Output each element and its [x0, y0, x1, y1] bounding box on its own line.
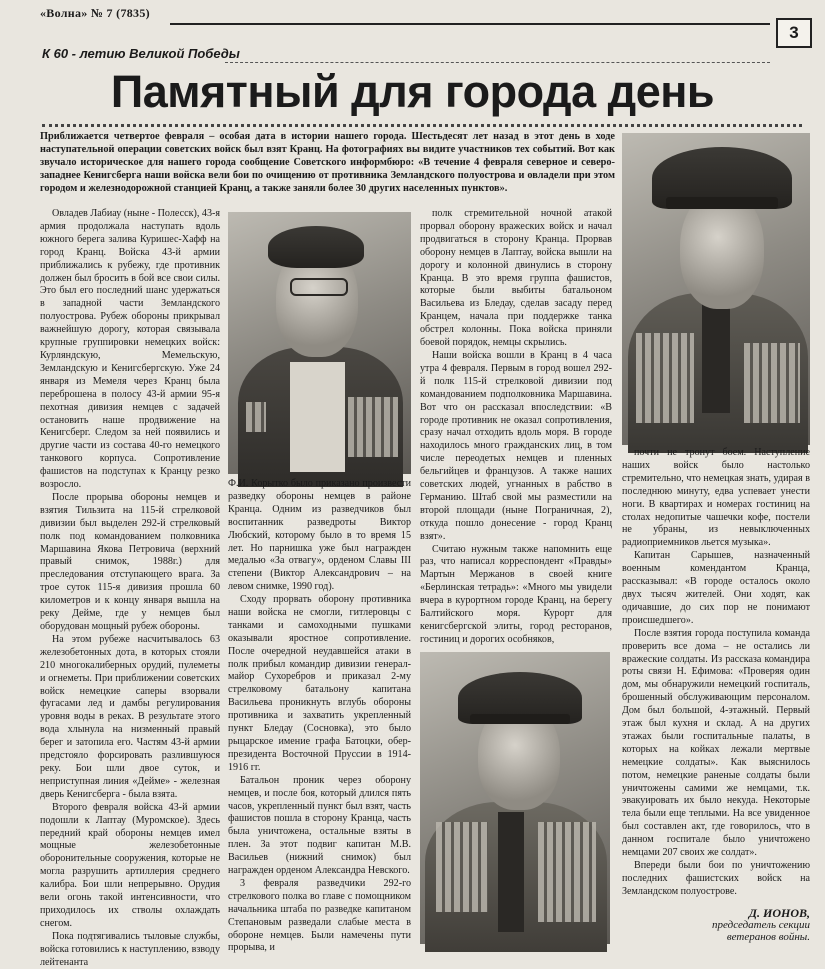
- paragraph: полк стремительной ночной атакой прорвал оборону вражеских войск и начал продвигаться в сторону Кранца. Прорвав оборону немцев в Лаптау, войска вышли на дорогу и колонной двинулись в сторону Кранца. В это время группа фашистов, которые были выбиты батальоном Васильева из Бледау, сделав засаду перед Кранцем, начала при поддержке танка обстрел колонны. Пока войска приняли боевой порядок, немцы скрылись.: [420, 208, 612, 349]
- paragraph: Считаю нужным также напомнить еще раз, что написал корреспондент «Правды» Мартын Мержанов в своей книге «Берлинская тетрадь»: «Много мы увидели вчера в курортном городе Кранц, на берегу Балтийского моря. Курорт для кенигсбергской элиты, город ресторанов, гостиниц и дорогих особняков,: [420, 543, 612, 645]
- author-title: председатель секции ветеранов войны.: [712, 919, 810, 943]
- newspaper-masthead: «Волна» № 7 (7835): [40, 6, 150, 20]
- paragraph: Наши войска вошли в Кранц в 4 часа утра 4 февраля. Первым в город вошел 292-й полк 115-й стрелковой дивизии под командованием подполковника Маршавина. Вот что он рассказал впоследствии: «В городе противник не оказал сопротивления, сразу начал отходить вдоль моря. В городе находилось много гражданских лиц, в том числе переодетых немцев и пленных бельгийцев и французов. А также наших советских людей, угнанных в рабство в Германию. Штаб свой мы разместили на второй площади (ныне Пограничная, 2), откуда пошло донесение - город Кранц взят».: [420, 349, 612, 542]
- paragraph: Батальон проник через оборону немцев, и после боя, который длился пять часов, укрепленный пункт был взят, часть фашистов пошла в сторону Кранца, часть была уничтожена, остальные взяты в плен. За этот подвиг капитан М.В. Васильев (нижний снимок) был награжден орденом Александра Невского.: [228, 774, 411, 877]
- article-lead: Приближается четвертое февраля – особая дата в истории нашего города. Шестьдесят лет назад в этот день в ходе наступательной операции советских войск был взят Кранц. На фотографиях вы видите участников тех событий. Вот как звучало историческое для нашего города сообщение Советского информбюро: «В течение 4 февраля северное и северо-западнее Кенигсберга наши войска вели бои по очищению от противника Земландского полуострова и овладели при этом городом и железнодорожной станцией Кранц, а также заняли более 30 других населенных пунктов».: [40, 131, 615, 194]
- text-column-2: [228, 594, 411, 954]
- paragraph: Впереди были бои по уничтожению последних фашистских войск на Земландском полуострове.: [622, 860, 810, 897]
- text-column-3: [420, 208, 612, 648]
- header-rule: [170, 23, 770, 25]
- paragraph: На этом рубеже насчитывалось 63 железобетонных дота, в которых стояли 210 многокалиберных орудий, пулеметы и огнеметы. При приближении советских войск немецкие саперы взорвали фугасами лед и дамбы регулирования уровня воды в реках. В результате этого вода хлынула на низменный правый берег и затопила его. Частям 43-й армии предстояло форсировать разлившуюся реку. Бои шли двое суток, и неприступная линия «Дейме» - железная дверь Кенигсберга - была взята.: [40, 633, 220, 800]
- text-column-1: [40, 208, 220, 968]
- veteran-photo-marshavin: [622, 133, 810, 445]
- section-rubric: К 60 - летию Великой Победы: [42, 46, 240, 61]
- text-column-4: [622, 447, 810, 905]
- author-name: Д. ИОНОВ,: [748, 906, 810, 920]
- article-title: Памятный для города день: [110, 66, 715, 117]
- paragraph: 3 февраля разведчики 292-го стрелкового полка во главе с помощником начальника штаба по разведке капитаном Степановым разведали слабые места в обороне немцев. Были намечены пути прорыва, и: [228, 877, 411, 954]
- paragraph: После прорыва обороны немцев и взятия Тильзита на 115-й стрелковой дивизии был выделен 292-й стрелковый полк под командованием полковника Маршавина Якова Петровича (верхний правый снимок, 1988г.) для преследования отступающего врага. За трое суток 115-я дивизия прошла 60 километров и к концу января вышла на реку Дейме, где у немцев был оборудован мощный рубеж обороны.: [40, 491, 220, 632]
- author-signature: [680, 907, 810, 943]
- veteran-photo-vasiliev: [420, 652, 610, 944]
- paragraph: Второго февраля войска 43-й армии подошли к Лаптау (Муромское). Здесь передний край обороны немцев имел мощные железобетонные оборонительные сооружения, которые не могла разрушить артиллерия среднего калибра. Бои шли непрерывно. Орудия вели огонь такой интенсивности, что приходилось их стволы охлаждать снегом.: [40, 801, 220, 929]
- paragraph: Сходу прорвать оборону противника наши войска не смогли, гитлеровцы с танками и самоходными пушками оказывали яростное сопротивление. После очередной неудавшейся атаки в полк прибыл командир дивизии генерал-майор Сухоребров и приказал 2-му стрелковому батальону капитана Васильева проникнуть вглубь обороны противника и захватить укрепленный пункт Бледау (Сосновка), это было рыцарское имение графа Батоцки, обер-президента Восточной Пруссии в 1914-1916 гг.: [228, 594, 411, 773]
- paragraph: Капитан Сарышев, назначенный военным комендантом Кранца, рассказывал: «В городе осталось около двух тысяч жителей. Они ходят, как одичавшие, до сих пор не понимают происшедшего».: [622, 550, 810, 626]
- veteran-photo-korytko-lyubsky: [228, 212, 411, 474]
- paragraph: После взятия города поступила команда проверить все дома – не остались ли вражеские солдаты. Из рассказа командира роты связи Н. Ефимова: «Проверяя один дом, мы обнаружили немецкий госпиталь, брошенный обслуживающим персоналом. Дом был большой, 4-этажный. Первый этаж был кухня и склад. А на других этажах были госпитальные палаты, в которых на койках лежали мертвые немецкие солдаты». Как выяснилось потом, немецкие раненые солдаты были уничтожены самими же немцами, т.к. эвакуировать их было некуда. Некоторые тела были еще теплыми. На все увиденное был составлен акт, где говорилось, что в данном госпитале было уничтожено немцами 207 своих же солдат».: [622, 627, 810, 859]
- paragraph: Овладев Лабиау (ныне - Полесск), 43-я армия продолжала наступать вдоль южного берега залива Куришес-Хафф на город Кранц. Войска 43-й армии приближались к рубежу, где противник должен был бросить в бой все свои силы. Это был его последний шанс удержаться в западной части Земландского полуострова. Рубеж обороны прикрывал важнейшую дорогу, которая связывала крупные группировки немецких войск: Курляндскую, Мемельскую, Земландскую и Кенигсбергскую. Уже 24 января из Мемеля через Кранц была переброшена в полосу 43-й армии 95-я пехотная дивизия немцев с задачей остановить наше продвижение на Кенигсберг. Следом за ней появились и другие части из состава 40-го немецкого танкового корпуса. Сопротивление фашистов на подступах к Кранцу резко возросло.: [40, 208, 220, 491]
- paragraph: почти не тронут боем. Наступление наших войск было настолько стремительно, что немецкая знать, удирая в последнюю минуту, едва успевает унести ноги. В квартирах и номерах гостиниц на столах недопитые чашечки кофе, постели не убраны, из невыключенных радиоприемников льется музыка».: [622, 447, 810, 549]
- photo-caption-1: Ф.И. Корытко было приказано произвести разведку обороны немцев в районе Кранца. Одним из разведчиков был воспитанник разведроты Виктор Любский, которому было в то время 15 лет. Но парнишка уже был награжден медалью «За отвагу», орденом Славы III степени (Виктор Александрович – на левом снимке, 1990 год).: [228, 478, 411, 593]
- page-number: 3: [776, 18, 812, 48]
- paragraph: Пока подтягивались тыловые службы, войска готовились к наступлению, взводу лейтенанта: [40, 930, 220, 968]
